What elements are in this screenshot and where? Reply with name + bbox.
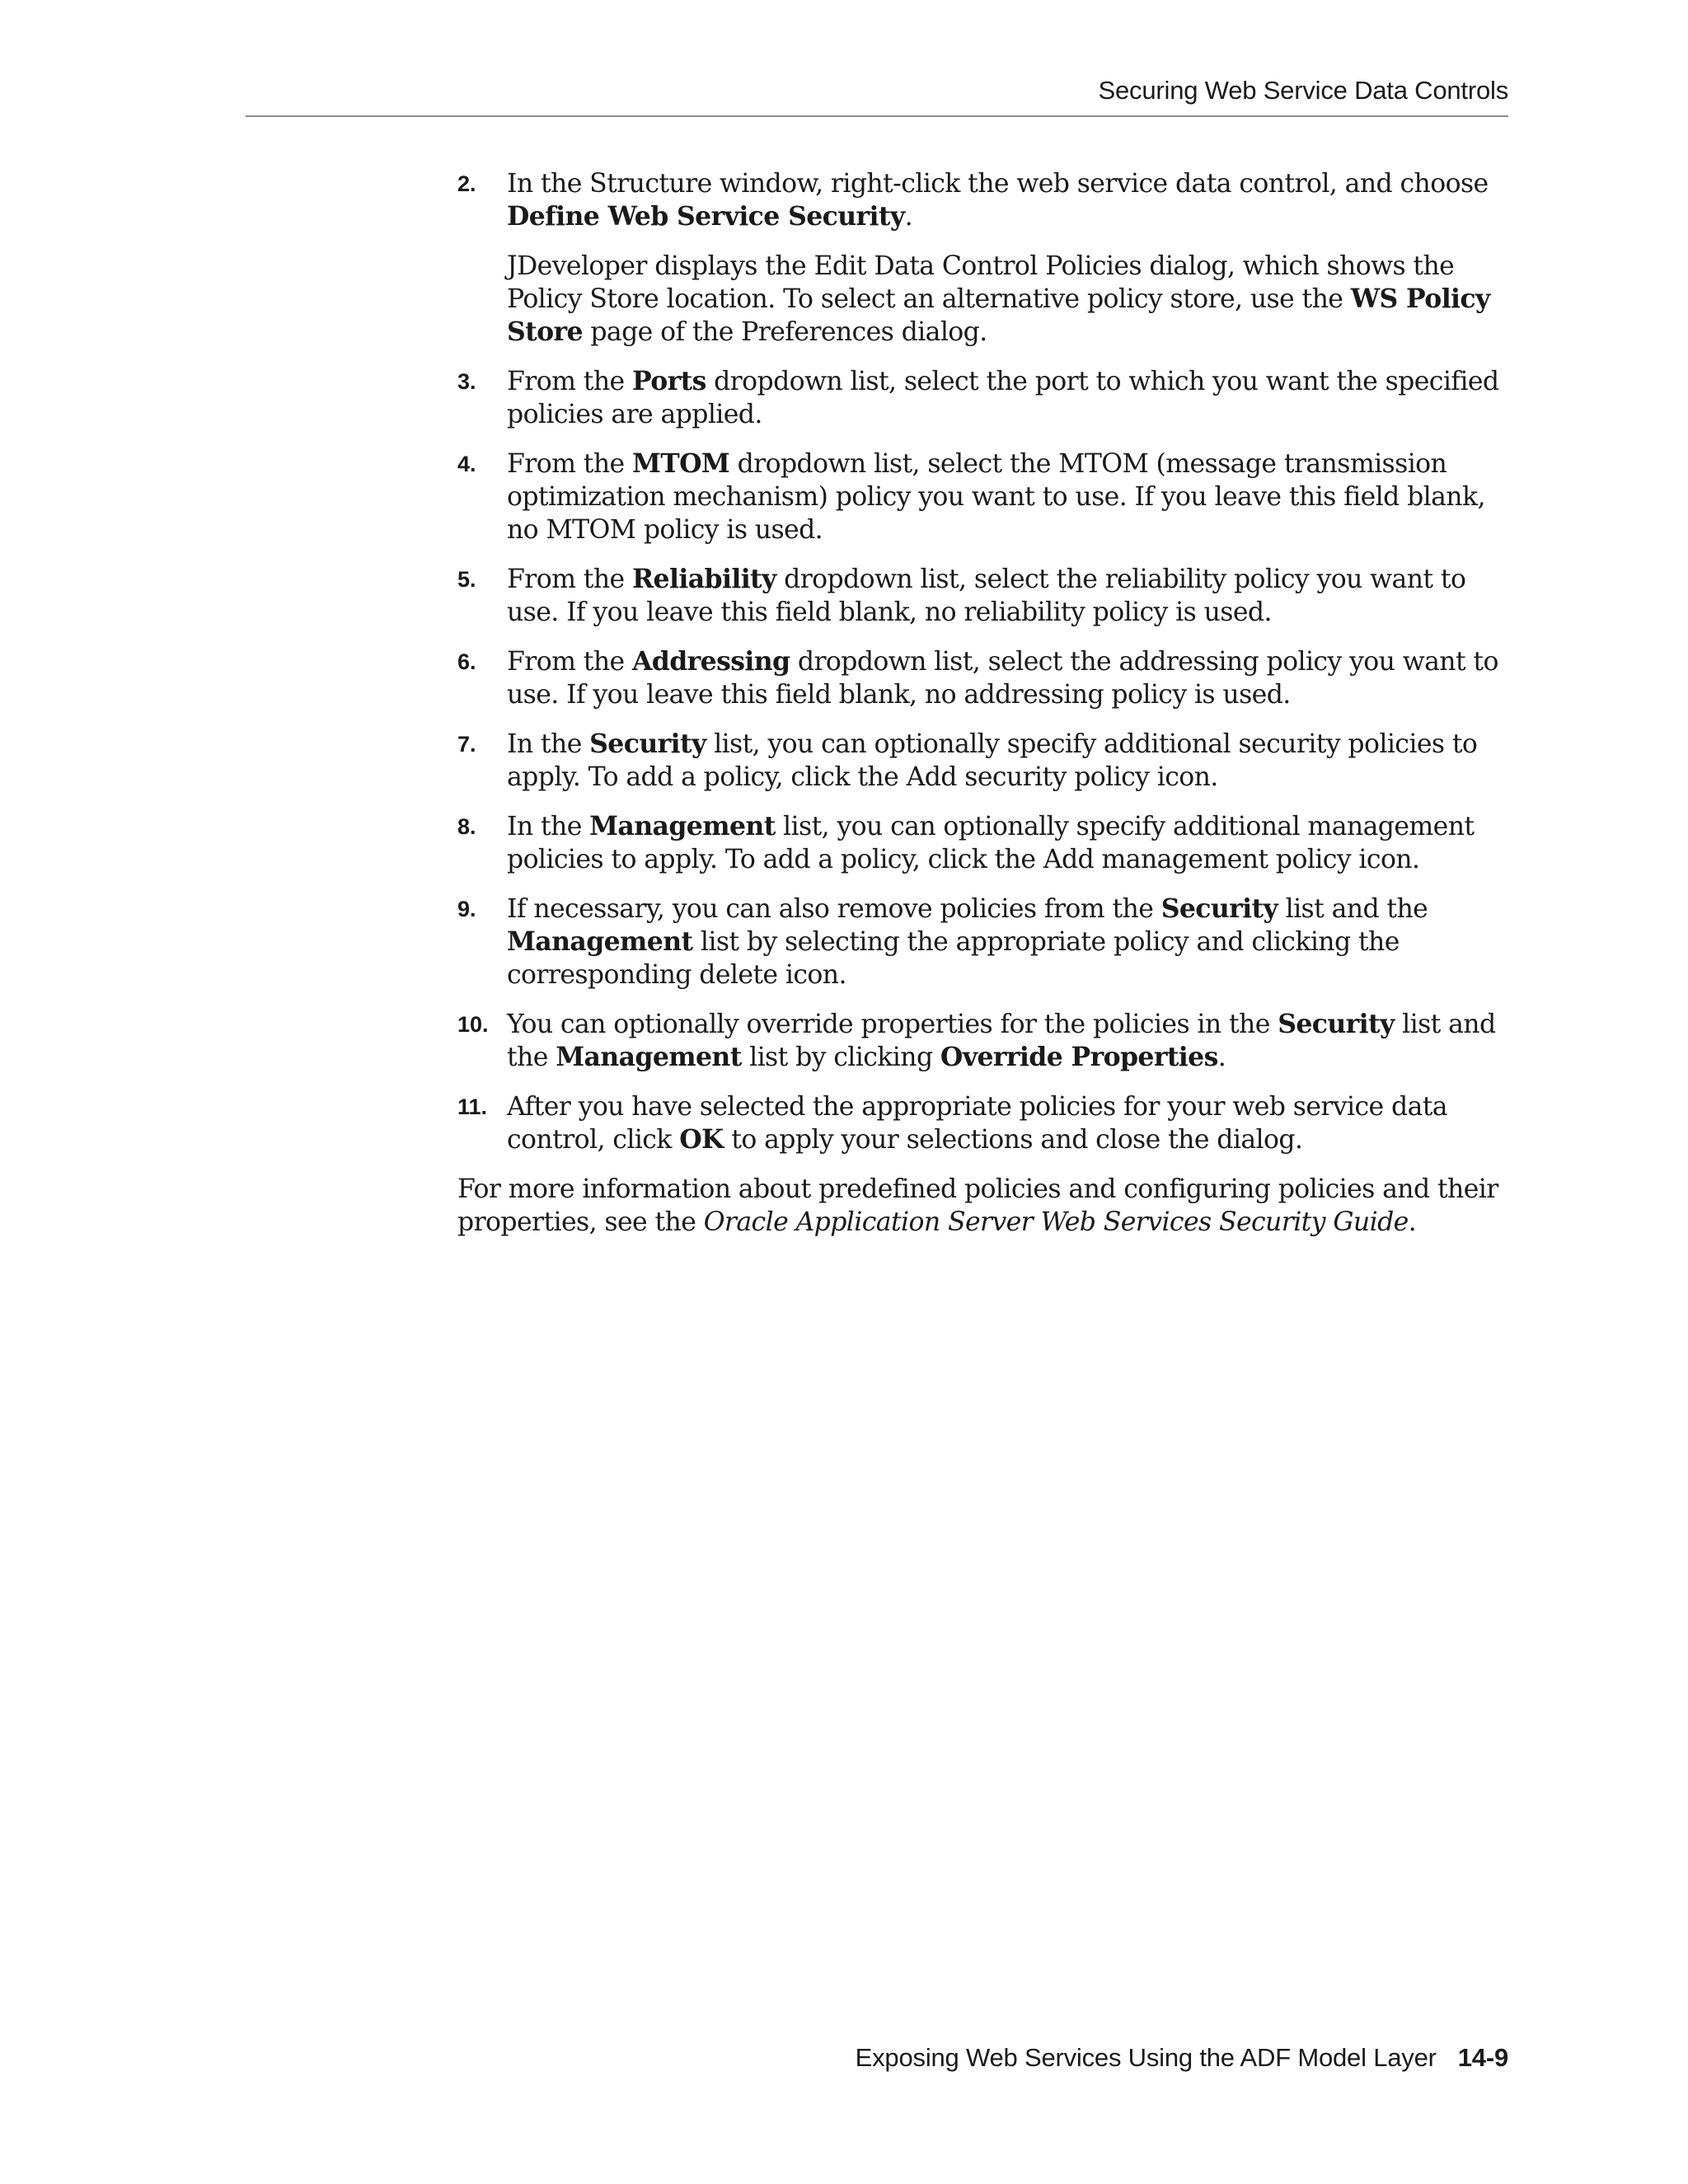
step-body [507, 728, 1517, 794]
running-header [246, 71, 1508, 117]
running-header-title: Securing Web Service Data Controls [1098, 76, 1508, 105]
ui-term: Security [589, 729, 706, 759]
step-body [507, 645, 1517, 711]
step-paragraph: From the Addressing dropdown list, select the addressing policy you want to use. If you leave this field blank, no addressing policy is used. [507, 646, 1498, 710]
step-paragraph: In the Security list, you can optionally specify additional security policies to apply. To add a policy, click the Add security policy icon. [507, 729, 1478, 792]
ui-term: Management [507, 926, 693, 957]
page-content [457, 167, 1517, 1239]
step-body [507, 1090, 1517, 1156]
step-8 [457, 810, 1517, 876]
step-3 [457, 365, 1517, 431]
ui-term: OK [679, 1124, 724, 1155]
step-number: 11. [457, 1094, 488, 1119]
step-number: 10. [457, 1012, 489, 1037]
step-number: 6. [457, 649, 476, 674]
step-body [507, 167, 1517, 349]
step-number: 5. [457, 567, 476, 592]
step-4 [457, 448, 1517, 546]
step-number: 2. [457, 171, 476, 196]
step-paragraph: From the MTOM dropdown list, select the MTOM (message transmission optimization mechanism) policy you want to use. If you leave this field blank, no MTOM policy is used. [507, 448, 1485, 545]
step-body [507, 893, 1517, 991]
step-paragraph: In the Structure window, right-click the web service data control, and choose Define Web Service Security. [507, 169, 1489, 232]
ui-term: Ports [631, 366, 706, 396]
ui-term: Security [1160, 893, 1278, 924]
step-body [507, 448, 1517, 546]
step-paragraph: If necessary, you can also remove policies from the Security list and the Management list by selecting the appropriate policy and clicking the corresponding delete icon. [507, 893, 1428, 990]
page-footer [856, 2043, 1508, 2073]
step-2 [457, 167, 1517, 349]
ui-term: WS Policy Store [507, 284, 1490, 347]
step-number: 3. [457, 369, 476, 394]
step-11 [457, 1090, 1517, 1156]
closing-paragraph: For more information about predefined policies and configuring policies and their properties, see the Oracle Application Server Web Services Security Guide. [457, 1174, 1498, 1237]
ui-term: MTOM [631, 448, 730, 479]
step-5 [457, 563, 1517, 629]
ui-term: Security [1278, 1009, 1395, 1039]
step-9 [457, 893, 1517, 991]
step-number: 8. [457, 814, 476, 839]
step-10 [457, 1008, 1517, 1074]
guide-title: Oracle Application Server Web Services Security Guide [703, 1207, 1409, 1237]
step-paragraph: From the Ports dropdown list, select the port to which you want the specified policies are applied. [507, 366, 1499, 429]
step-6 [457, 645, 1517, 711]
ui-term: Management [589, 811, 776, 841]
ui-term: Reliability [631, 564, 776, 594]
step-body [507, 365, 1517, 431]
step-paragraph: You can optionally override properties for the policies in the Security list and the Management list by clicking Override Properties. [507, 1009, 1496, 1072]
step-paragraph: After you have selected the appropriate policies for your web service data control, click OK to apply your selections and close the dialog. [507, 1092, 1447, 1155]
ui-term: Addressing [631, 646, 790, 677]
step-number: 7. [457, 732, 476, 757]
step-body [507, 1008, 1517, 1074]
ui-term: Define Web Service Security [507, 201, 905, 232]
step-note-paragraph: JDeveloper displays the Edit Data Control Policies dialog, which shows the Policy Store location. To select an alternative policy store, use the WS Policy Store page of the Preferences dialog. [507, 251, 1490, 347]
step-body [507, 563, 1517, 629]
step-paragraph: From the Reliability dropdown list, select the reliability policy you want to use. If you leave this field blank, no reliability policy is used. [507, 564, 1466, 627]
ui-term: Override Properties [940, 1042, 1218, 1072]
step-number: 9. [457, 897, 476, 921]
step-number: 4. [457, 452, 476, 476]
ui-term: Management [556, 1042, 742, 1072]
step-7 [457, 728, 1517, 794]
footer-chapter-title: Exposing Web Services Using the ADF Model Layer [855, 2043, 1437, 2072]
page-number: 14-9 [1457, 2043, 1508, 2072]
step-body [507, 810, 1517, 876]
step-paragraph: In the Management list, you can optionally specify additional management policies to apply. To add a policy, click the Add management policy icon. [507, 811, 1475, 874]
